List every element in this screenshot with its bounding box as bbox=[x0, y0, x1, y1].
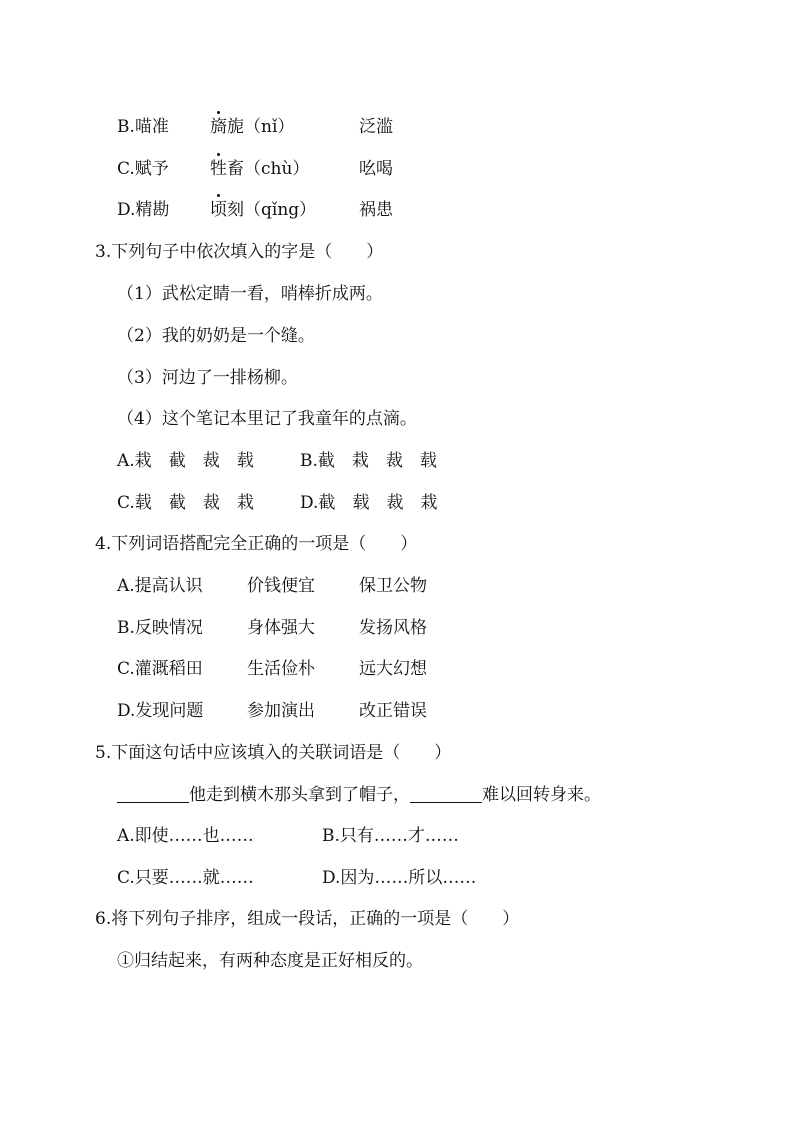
fill-blank bbox=[410, 785, 482, 803]
char: 裁 bbox=[202, 493, 220, 513]
pinyin-word bbox=[210, 115, 294, 139]
phrase: 保卫公物 bbox=[359, 576, 427, 596]
q3-sentence-2: （2）我的奶奶是一个缝。 bbox=[117, 326, 315, 346]
q5-stem: 5.下面这句话中应该填入的关联词语是（ ） bbox=[95, 743, 452, 763]
option-label: C.赋予 bbox=[117, 159, 169, 179]
char: 栽 bbox=[420, 493, 438, 513]
option-label: D.截 bbox=[300, 493, 336, 513]
q3-option-d bbox=[300, 491, 437, 515]
phrase: 参加演出 bbox=[247, 701, 315, 721]
phrase: 发扬风格 bbox=[359, 618, 427, 638]
char: 载 bbox=[419, 451, 437, 471]
q3-sentence-3: （3）河边了一排杨柳。 bbox=[117, 368, 298, 388]
phrase: 远大幻想 bbox=[359, 659, 427, 679]
q3-option-a bbox=[117, 449, 254, 473]
dotted-char: 顷 bbox=[210, 200, 227, 220]
q3-option-c bbox=[117, 491, 254, 515]
fill-blank bbox=[117, 785, 189, 803]
word: 吆喝 bbox=[359, 159, 393, 179]
word: 祸患 bbox=[359, 200, 393, 220]
char: 裁 bbox=[385, 451, 403, 471]
q5-sentence bbox=[117, 783, 601, 807]
char: 载 bbox=[236, 451, 254, 471]
phrase: D.发现问题 bbox=[117, 701, 204, 721]
q3-sentence-1: （1）武松定睛一看，哨棒折成两。 bbox=[117, 284, 383, 304]
q5-option-c: C.只要……就…… bbox=[117, 868, 254, 888]
q3-sentence-4: （4）这个笔记本里记了我童年的点滴。 bbox=[117, 409, 417, 429]
dotted-char: 旖 bbox=[210, 117, 227, 137]
q4-stem: 4.下列词语搭配完全正确的一项是（ ） bbox=[95, 534, 418, 554]
option-label: C.载 bbox=[117, 493, 152, 513]
word-rest: 畜（chù） bbox=[227, 159, 310, 179]
phrase: A.提高认识 bbox=[117, 576, 203, 596]
pinyin-word bbox=[210, 157, 309, 181]
char: 截 bbox=[168, 451, 186, 471]
char: 裁 bbox=[202, 451, 220, 471]
q5-option-a: A.即使……也…… bbox=[117, 826, 254, 846]
q6-sentence-1: ①归结起来，有两种态度是正好相反的。 bbox=[117, 951, 423, 971]
q3-stem: 3.下列句子中依次填入的字是（ ） bbox=[95, 242, 384, 262]
char: 栽 bbox=[351, 451, 369, 471]
phrase: 改正错误 bbox=[359, 701, 427, 721]
word-rest: 刻（qǐng） bbox=[227, 200, 317, 220]
phrase: B.反映情况 bbox=[117, 618, 203, 638]
phrase: C.灌溉稻田 bbox=[117, 659, 203, 679]
option-label: B.喵准 bbox=[117, 117, 169, 137]
sentence-middle: 他走到横木那头拿到了帽子， bbox=[189, 785, 410, 805]
option-label: D.精勘 bbox=[117, 200, 170, 220]
char: 载 bbox=[352, 493, 370, 513]
word: 泛滥 bbox=[359, 117, 393, 137]
q5-option-d: D.因为……所以…… bbox=[322, 868, 477, 888]
phrase: 生活俭朴 bbox=[247, 659, 315, 679]
q3-option-b bbox=[300, 449, 437, 473]
word-rest: 旎（nǐ） bbox=[227, 117, 295, 137]
pinyin-word bbox=[210, 198, 316, 222]
phrase: 身体强大 bbox=[247, 618, 315, 638]
q5-option-b: B.只有……才…… bbox=[322, 826, 459, 846]
option-label: B.截 bbox=[300, 451, 335, 471]
char: 栽 bbox=[236, 493, 254, 513]
q6-stem: 6.将下列句子排序，组成一段话，正确的一项是（ ） bbox=[95, 909, 520, 929]
char: 截 bbox=[168, 493, 186, 513]
option-label: A.栽 bbox=[117, 451, 152, 471]
char: 裁 bbox=[386, 493, 404, 513]
sentence-end: 难以回转身来。 bbox=[482, 785, 601, 805]
dotted-char: 牲 bbox=[210, 159, 227, 179]
phrase: 价钱便宜 bbox=[247, 576, 315, 596]
